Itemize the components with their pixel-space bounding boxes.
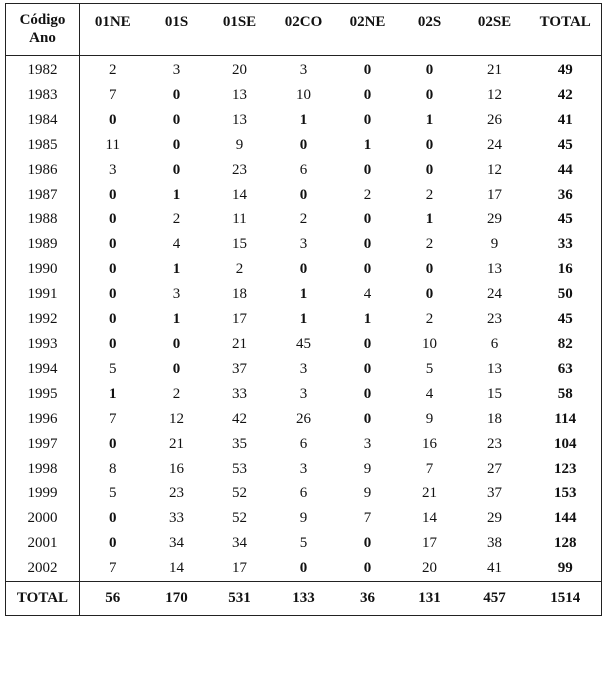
table-header <box>6 4 602 56</box>
table-cell: 24 <box>487 286 502 303</box>
table-cell: 14 <box>232 186 247 203</box>
row-year: 1991 <box>6 282 80 307</box>
table-cell: 0 <box>172 136 181 153</box>
table-cell: 13 <box>487 360 502 377</box>
table-cell: 5 <box>109 485 117 502</box>
table-row <box>6 556 602 581</box>
table-cell: 0 <box>299 186 308 203</box>
table-cell: 12 <box>487 86 502 103</box>
table-cell: 0 <box>363 86 372 103</box>
table-row <box>6 183 602 208</box>
table-cell: 0 <box>109 286 117 303</box>
row-year: 1982 <box>6 56 80 83</box>
table-row <box>6 307 602 332</box>
table-cell: 15 <box>487 385 502 402</box>
table-cell: 14 <box>169 560 184 577</box>
table-cell: 0 <box>425 286 434 303</box>
table-cell: 21 <box>487 62 502 78</box>
table-cell: 0 <box>363 211 372 228</box>
table-cell: 34 <box>232 535 247 552</box>
row-total-cell: 45 <box>530 133 602 158</box>
row-year: 1984 <box>6 108 80 133</box>
table-cell: 2 <box>299 211 308 228</box>
table-cell: 16 <box>169 460 184 477</box>
table-row <box>6 506 602 531</box>
table-cell: 0 <box>363 410 372 427</box>
table-cell: 3 <box>363 435 372 452</box>
table-cell: 0 <box>109 311 117 328</box>
row-total-cell: 45 <box>530 207 602 232</box>
table-row <box>6 382 602 407</box>
header-row <box>6 4 602 56</box>
table-cell: 13 <box>232 86 247 103</box>
table-cell: 3 <box>172 286 181 303</box>
table-cell: 26 <box>296 410 311 427</box>
table-row <box>6 56 602 83</box>
table-cell: 52 <box>232 485 247 502</box>
table-cell: 24 <box>487 136 502 153</box>
table-cell: 0 <box>299 560 308 577</box>
table-cell: 41 <box>487 560 502 577</box>
table-cell: 29 <box>487 211 502 228</box>
table-cell: 6 <box>490 335 499 352</box>
table-cell: 1 <box>172 311 181 328</box>
table-cell: 37 <box>487 485 502 502</box>
table-cell: 0 <box>363 111 372 128</box>
table-cell: 33 <box>232 385 247 402</box>
row-total-cell: 104 <box>530 432 602 457</box>
table-row <box>6 108 602 133</box>
table-footer <box>6 582 602 616</box>
table-cell: 29 <box>487 510 502 527</box>
table-cell: 38 <box>487 535 502 552</box>
row-year: 1998 <box>6 457 80 482</box>
row-year: 1995 <box>6 382 80 407</box>
table-cell: 10 <box>422 335 437 352</box>
table-cell: 18 <box>232 286 247 303</box>
row-total-cell: 153 <box>530 481 602 506</box>
footer-total-row <box>6 582 602 616</box>
table-cell: 10 <box>296 86 311 103</box>
table-row <box>6 207 602 232</box>
table-cell: 53 <box>232 460 247 477</box>
table-cell: 17 <box>232 311 247 328</box>
footer-cell: 170 <box>146 582 208 616</box>
row-total-cell: 82 <box>530 332 602 357</box>
table-row <box>6 257 602 282</box>
table-cell: 0 <box>109 535 117 552</box>
footer-cell: 531 <box>208 582 272 616</box>
table-cell: 1 <box>363 136 372 153</box>
table-cell: 2 <box>425 186 434 203</box>
table-cell: 7 <box>109 86 117 103</box>
row-year: 1990 <box>6 257 80 282</box>
table-cell: 3 <box>299 460 308 477</box>
table-cell: 0 <box>109 335 117 352</box>
table-cell: 0 <box>299 261 308 278</box>
table-cell: 7 <box>363 510 372 527</box>
table-cell: 0 <box>109 435 117 452</box>
footer-cell: 131 <box>400 582 460 616</box>
table-cell: 0 <box>363 560 372 577</box>
row-total-cell: 50 <box>530 282 602 307</box>
table-cell: 11 <box>105 136 120 153</box>
table-cell: 17 <box>232 560 247 577</box>
table-cell: 9 <box>363 460 372 477</box>
table-row <box>6 332 602 357</box>
row-year: 2002 <box>6 556 80 581</box>
table-cell: 12 <box>169 410 184 427</box>
table-cell: 2 <box>235 261 244 278</box>
table-cell: 17 <box>487 186 502 203</box>
table-row <box>6 407 602 432</box>
table-cell: 3 <box>299 385 308 402</box>
header-col-02ne: 02NE <box>336 4 400 56</box>
table-cell: 0 <box>109 236 117 253</box>
footer-label: TOTAL <box>6 582 80 616</box>
header-code-year <box>6 4 80 56</box>
table-cell: 2 <box>109 62 117 78</box>
row-year: 1987 <box>6 183 80 208</box>
table-cell: 7 <box>425 460 434 477</box>
row-total-cell: 114 <box>530 407 602 432</box>
table-cell: 0 <box>363 62 372 78</box>
table-cell: 9 <box>299 510 308 527</box>
table-cell: 9 <box>235 136 244 153</box>
table-row <box>6 133 602 158</box>
table-cell: 11 <box>232 211 247 228</box>
header-col-01se: 01SE <box>208 4 272 56</box>
table-cell: 23 <box>487 435 502 452</box>
row-total-cell: 49 <box>530 56 602 83</box>
table-cell: 3 <box>299 360 308 377</box>
table-cell: 1 <box>299 286 308 303</box>
table-cell: 0 <box>363 535 372 552</box>
table-row <box>6 531 602 556</box>
row-total-cell: 44 <box>530 158 602 183</box>
table-cell: 0 <box>425 62 434 78</box>
table-cell: 0 <box>109 261 117 278</box>
table-cell: 1 <box>425 211 434 228</box>
table-cell: 35 <box>232 435 247 452</box>
table-row <box>6 282 602 307</box>
header-col-01ne: 01NE <box>80 4 146 56</box>
footer-cell: 36 <box>336 582 400 616</box>
table-cell: 21 <box>169 435 184 452</box>
table-cell: 6 <box>299 485 308 502</box>
table-cell: 13 <box>487 261 502 278</box>
row-total-cell: 36 <box>530 183 602 208</box>
header-col-01s: 01S <box>146 4 208 56</box>
table-cell: 0 <box>425 86 434 103</box>
row-year: 1999 <box>6 481 80 506</box>
row-total-cell: 41 <box>530 108 602 133</box>
row-total-cell: 99 <box>530 556 602 581</box>
table-cell: 1 <box>299 111 308 128</box>
table-row <box>6 83 602 108</box>
table-cell: 27 <box>487 460 502 477</box>
table-cell: 7 <box>109 560 117 577</box>
table-cell: 2 <box>363 186 372 203</box>
table-cell: 4 <box>172 236 181 253</box>
table-cell: 0 <box>172 360 181 377</box>
table-cell: 0 <box>363 161 372 178</box>
table-cell: 2 <box>425 236 434 253</box>
row-year: 1983 <box>6 83 80 108</box>
table-cell: 3 <box>299 62 308 78</box>
table-row <box>6 481 602 506</box>
row-year: 1992 <box>6 307 80 332</box>
row-year: 1993 <box>6 332 80 357</box>
footer-cell: 56 <box>80 582 146 616</box>
table-cell: 4 <box>425 385 434 402</box>
table-cell: 21 <box>232 335 247 352</box>
table-row <box>6 357 602 382</box>
table-cell: 1 <box>172 261 181 278</box>
table-cell: 0 <box>363 385 372 402</box>
table-cell: 1 <box>363 311 372 328</box>
table-cell: 1 <box>109 385 117 402</box>
table-body <box>6 56 602 582</box>
table-cell: 17 <box>422 535 437 552</box>
table-cell: 9 <box>425 410 434 427</box>
table-cell: 8 <box>109 460 117 477</box>
table-cell: 34 <box>169 535 184 552</box>
row-year: 1996 <box>6 407 80 432</box>
row-total-cell: 58 <box>530 382 602 407</box>
table-cell: 0 <box>172 86 181 103</box>
row-year: 1986 <box>6 158 80 183</box>
table-cell: 21 <box>422 485 437 502</box>
table-row <box>6 457 602 482</box>
table-cell: 9 <box>363 485 372 502</box>
table-cell: 2 <box>172 385 181 402</box>
table-cell: 4 <box>363 286 372 303</box>
table-cell: 23 <box>232 161 247 178</box>
row-total-cell: 45 <box>530 307 602 332</box>
table-cell: 0 <box>172 161 181 178</box>
row-total-cell: 123 <box>530 457 602 482</box>
table-cell: 26 <box>487 111 502 128</box>
row-total-cell: 63 <box>530 357 602 382</box>
table-cell: 0 <box>425 261 434 278</box>
table-cell: 13 <box>232 111 247 128</box>
table-cell: 0 <box>299 136 308 153</box>
table-cell: 1 <box>172 186 181 203</box>
row-year: 1994 <box>6 357 80 382</box>
table-cell: 5 <box>425 360 434 377</box>
footer-cell: 133 <box>272 582 336 616</box>
table-cell: 0 <box>363 335 372 352</box>
row-year: 2000 <box>6 506 80 531</box>
row-year: 1988 <box>6 207 80 232</box>
table-cell: 0 <box>109 111 117 128</box>
table-cell: 14 <box>422 510 437 527</box>
table-cell: 0 <box>109 186 117 203</box>
row-year: 2001 <box>6 531 80 556</box>
header-col-total: TOTAL <box>530 4 602 56</box>
table-row <box>6 432 602 457</box>
table-cell: 0 <box>172 111 181 128</box>
table-cell: 20 <box>422 560 437 577</box>
table-cell: 0 <box>425 136 434 153</box>
table-cell: 9 <box>490 236 499 253</box>
table-cell: 12 <box>487 161 502 178</box>
table-cell: 6 <box>299 161 308 178</box>
table-cell: 3 <box>109 161 117 178</box>
row-total-cell: 42 <box>530 83 602 108</box>
table-cell: 42 <box>232 410 247 427</box>
table-cell: 1 <box>299 311 308 328</box>
table-row <box>6 232 602 257</box>
table-cell: 45 <box>296 335 311 352</box>
table-cell: 3 <box>172 62 181 78</box>
header-col-02co: 02CO <box>272 4 336 56</box>
header-col-02s: 02S <box>400 4 460 56</box>
table-cell: 18 <box>487 410 502 427</box>
table-cell: 0 <box>425 161 434 178</box>
row-year: 1985 <box>6 133 80 158</box>
row-year: 1997 <box>6 432 80 457</box>
table-row <box>6 158 602 183</box>
table-cell: 0 <box>363 360 372 377</box>
table-cell: 1 <box>425 111 434 128</box>
header-code-label: Código <box>19 12 66 28</box>
header-col-02se: 02SE <box>460 4 530 56</box>
table-cell: 15 <box>232 236 247 253</box>
table-cell: 23 <box>487 311 502 328</box>
row-total-cell: 33 <box>530 232 602 257</box>
row-year: 1989 <box>6 232 80 257</box>
table-cell: 0 <box>172 335 181 352</box>
table-cell: 33 <box>169 510 184 527</box>
table-cell: 7 <box>109 410 117 427</box>
table-cell: 6 <box>299 435 308 452</box>
table-cell: 0 <box>363 236 372 253</box>
table-cell: 0 <box>363 261 372 278</box>
table-cell: 3 <box>299 236 308 253</box>
table-cell: 5 <box>299 535 308 552</box>
row-total-cell: 16 <box>530 257 602 282</box>
table-cell: 0 <box>109 510 117 527</box>
row-total-cell: 144 <box>530 506 602 531</box>
header-year-label: Ano <box>29 30 56 46</box>
table-cell: 2 <box>172 211 181 228</box>
data-table <box>5 3 602 616</box>
table-cell: 23 <box>169 485 184 502</box>
table-cell: 2 <box>425 311 434 328</box>
table-cell: 16 <box>422 435 437 452</box>
table-cell: 0 <box>109 211 117 228</box>
row-total-cell: 128 <box>530 531 602 556</box>
table-cell: 52 <box>232 510 247 527</box>
table-cell: 37 <box>232 360 247 377</box>
table-cell: 20 <box>232 62 247 78</box>
footer-grand-total: 1514 <box>530 582 602 616</box>
footer-cell: 457 <box>460 582 530 616</box>
table-cell: 5 <box>109 360 117 377</box>
